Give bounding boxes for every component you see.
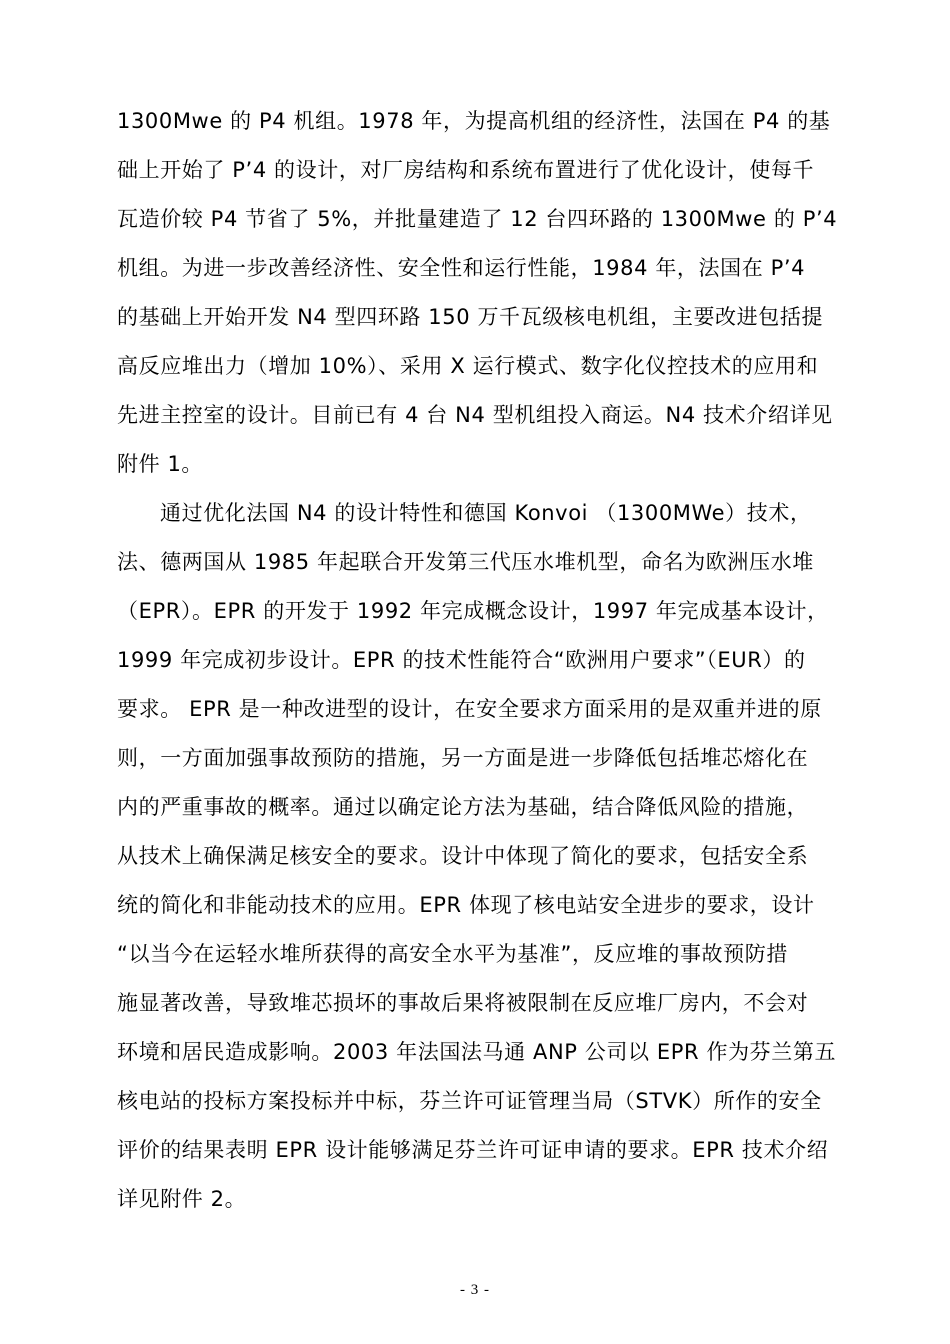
paragraph-line: 1999 年完成初步设计。EPR 的技术性能符合“欧洲用户要求”（EUR）的: [117, 648, 806, 672]
paragraph-line: 内的严重事故的概率。通过以确定论方法为基础，结合降低风险的措施，: [117, 795, 809, 819]
paragraph-line: 环境和居民造成影响。2003 年法国法马通 ANP 公司以 EPR 作为芬兰第五: [117, 1040, 837, 1064]
paragraph-line: 从技术上确保满足核安全的要求。设计中体现了简化的要求，包括安全系: [117, 844, 809, 868]
paragraph-line: 详见附件 2。: [117, 1187, 247, 1211]
paragraph-line: 瓦造价较 P4 节省了 5%，并批量建造了 12 台四环路的 1300Mwe 的 P’4: [117, 207, 838, 231]
paragraph-line: 施显著改善，导致堆芯损坏的事故后果将被限制在反应堆厂房内，不会对: [117, 991, 809, 1015]
paragraph-line: （EPR）。EPR 的开发于 1992 年完成概念设计，1997 年完成基本设计，: [117, 599, 829, 623]
paragraph-line: 则，一方面加强事故预防的措施，另一方面是进一步降低包括堆芯熔化在: [117, 746, 809, 770]
paragraph-line: 础上开始了 P’4 的设计，对厂房结构和系统布置进行了优化设计，使每千: [117, 158, 815, 182]
paragraph-line: 评价的结果表明 EPR 设计能够满足芬兰许可证申请的要求。EPR 技术介绍: [117, 1138, 829, 1162]
paragraph-line: 先进主控室的设计。目前已有 4 台 N4 型机组投入商运。N4 技术介绍详见: [117, 403, 833, 427]
paragraph-line: 的基础上开始开发 N4 型四环路 150 万千瓦级核电机组，主要改进包括提: [117, 305, 824, 329]
page-number: - 3 -: [460, 1282, 490, 1298]
paragraph-line: 高反应堆出力（增加 10%）、采用 X 运行模式、数字化仪控技术的应用和: [117, 354, 819, 378]
paragraph-line: 核电站的投标方案投标并中标，芬兰许可证管理当局（STVK）所作的安全: [117, 1089, 822, 1113]
paragraph-first-line: 通过优化法国 N4 的设计特性和德国 Konvoi （1300MWe）技术，: [160, 501, 812, 525]
paragraph-line: 统的简化和非能动技术的应用。EPR 体现了核电站安全进步的要求，设计: [117, 893, 815, 917]
paragraph-line: “以当今在运轻水堆所获得的高安全水平为基准”，反应堆的事故预防措: [117, 942, 788, 966]
paragraph-line: 机组。为进一步改善经济性、安全性和运行性能，1984 年，法国在 P’4: [117, 256, 806, 280]
paragraph-line: 要求。 EPR 是一种改进型的设计，在安全要求方面采用的是双重并进的原: [117, 697, 822, 721]
paragraph-line: 1300Mwe 的 P4 机组。1978 年，为提高机组的经济性，法国在 P4 的基: [117, 109, 831, 133]
paragraph-line: 附件 1。: [117, 452, 204, 476]
paragraph-line: 法、德两国从 1985 年起联合开发第三代压水堆机型，命名为欧洲压水堆: [117, 550, 814, 574]
